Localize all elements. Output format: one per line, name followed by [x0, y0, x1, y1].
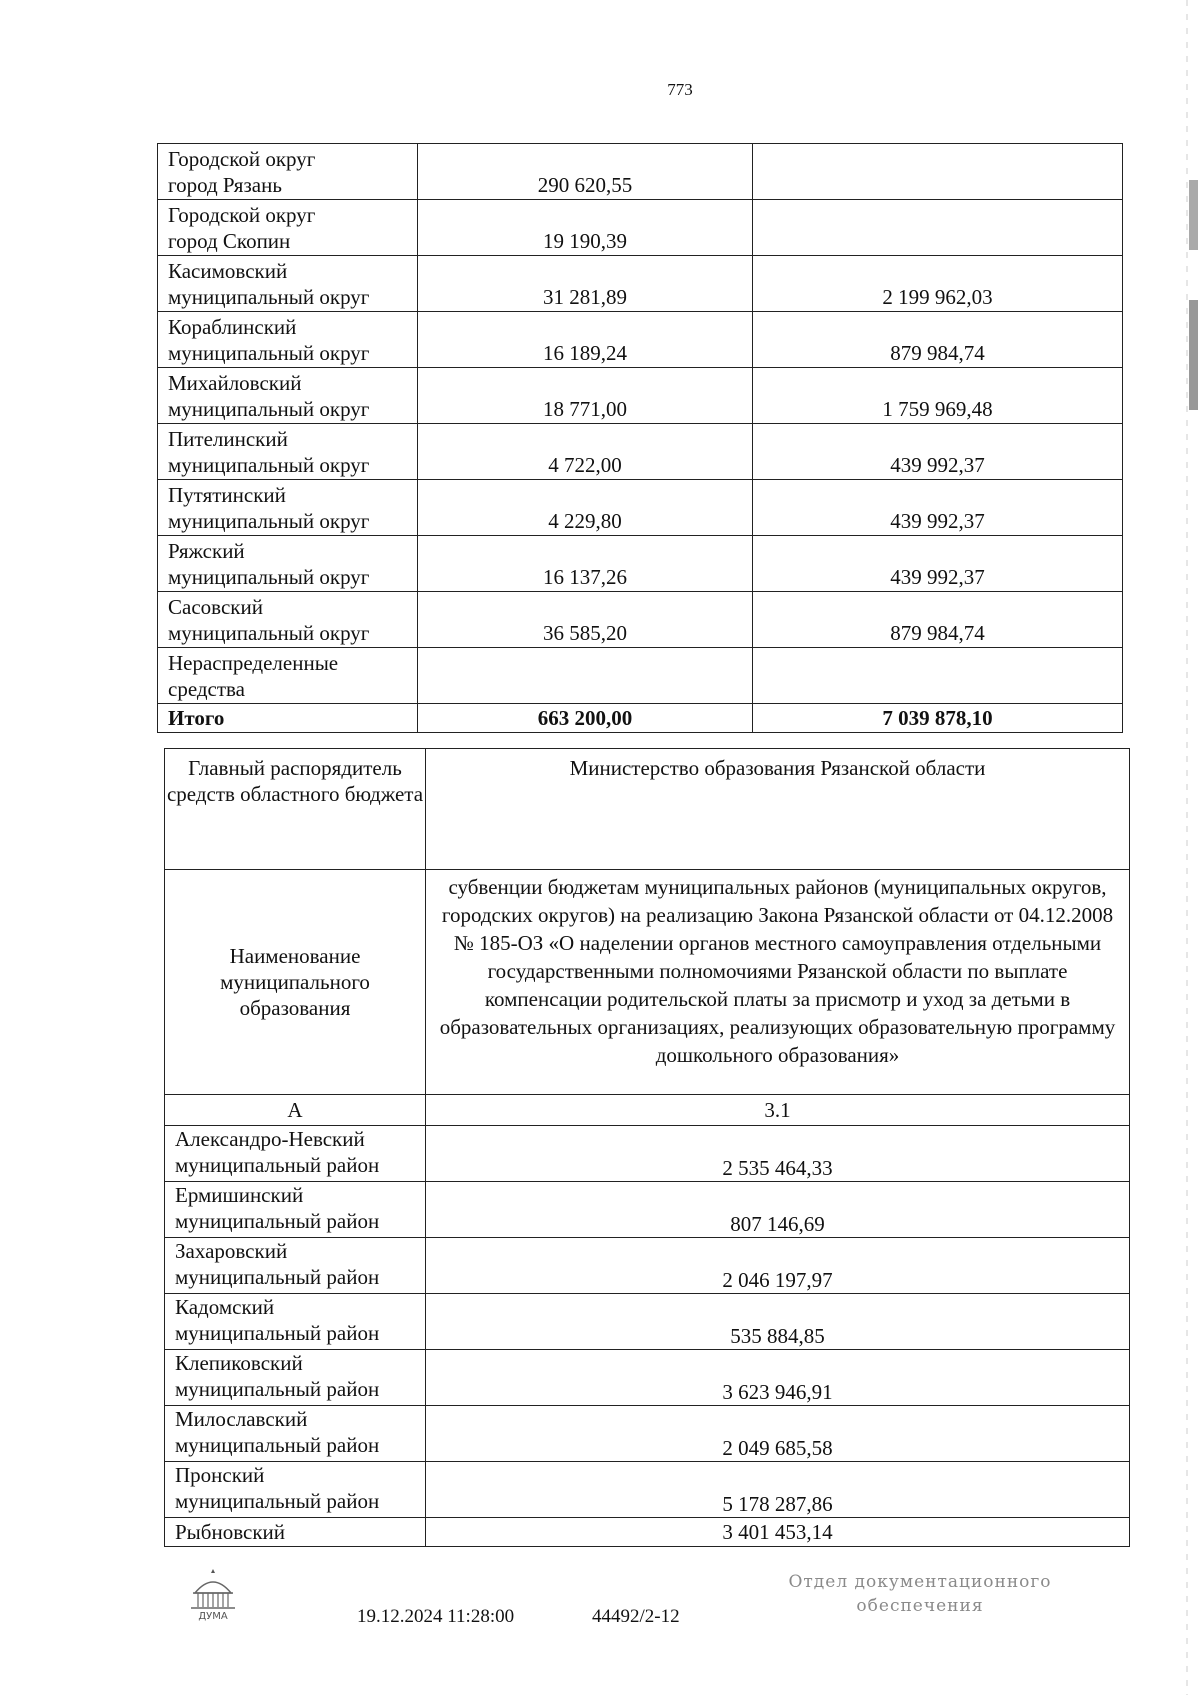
municipality-name-line-2: муниципальный округ: [168, 565, 370, 589]
total-label: Итого: [158, 704, 418, 733]
amount-col-1: 290 620,55: [418, 144, 753, 200]
amount-col-2: 879 984,74: [753, 592, 1123, 648]
municipality-name-line-2: муниципальный округ: [168, 509, 370, 533]
municipality-name-line-2: муниципальный район: [175, 1377, 380, 1401]
municipality-name: [158, 536, 418, 592]
municipality-name-line-1: Милославский: [175, 1407, 308, 1431]
table2-header-row-2: [165, 870, 1130, 1095]
amount-col-2: [753, 200, 1123, 256]
municipality-name-line-2: муниципальный район: [175, 1489, 380, 1513]
municipality-name: [165, 1182, 426, 1238]
municipality-name: [165, 1462, 426, 1518]
amount-col-1: 4 722,00: [418, 424, 753, 480]
amount-col-2: 2 199 962,03: [753, 256, 1123, 312]
amount-col-1: 16 189,24: [418, 312, 753, 368]
total-col-1: 663 200,00: [418, 704, 753, 733]
amount-value: 2 046 197,97: [426, 1238, 1130, 1294]
municipality-name: [158, 312, 418, 368]
amount-col-2: 879 984,74: [753, 312, 1123, 368]
column-code-a: А: [165, 1095, 426, 1126]
municipality-name-line-1: Нераспределенные: [168, 651, 339, 675]
municipality-name-line-2: муниципальный округ: [168, 621, 370, 645]
amount-col-2: 439 992,37: [753, 424, 1123, 480]
municipality-name-line-1: Ряжский: [168, 539, 245, 563]
municipality-name-line-1: Кораблинский: [168, 315, 297, 339]
table-row: [165, 1238, 1130, 1294]
municipality-name-line-2: средства: [168, 677, 246, 701]
amount-col-1: [418, 648, 753, 704]
municipality-name-line-2: муниципальный район: [175, 1433, 380, 1457]
municipality-name-line-2: город Скопин: [168, 229, 291, 253]
municipality-name: Рыбновский: [165, 1518, 426, 1547]
municipality-name: [158, 256, 418, 312]
table2-header-row-1: [165, 749, 1130, 870]
municipality-name-line-1: Сасовский: [168, 595, 263, 619]
amount-col-2: 439 992,37: [753, 480, 1123, 536]
municipality-name: [158, 648, 418, 704]
amount-col-1: 19 190,39: [418, 200, 753, 256]
municipality-name: [158, 144, 418, 200]
amount-col-1: 36 585,20: [418, 592, 753, 648]
header-main-distributor-label: Главный распорядитель средств областного бюджета: [165, 749, 426, 870]
total-row: [158, 704, 1123, 733]
table-row: [165, 1182, 1130, 1238]
municipality-name: [165, 1406, 426, 1462]
table-row: [158, 312, 1123, 368]
municipality-name-line-1: Кадомский: [175, 1295, 275, 1319]
municipality-name: [158, 368, 418, 424]
registration-number: 44492/2-12: [592, 1606, 680, 1627]
municipality-name-line-2: муниципальный район: [175, 1209, 380, 1233]
amount-value: 3 401 453,14: [426, 1518, 1130, 1547]
amount-value: 2 049 685,58: [426, 1406, 1130, 1462]
amount-col-2: [753, 648, 1123, 704]
municipality-name-line-1: Касимовский: [168, 259, 288, 283]
amount-value: 2 535 464,33: [426, 1126, 1130, 1182]
municipality-name-line-1: Клепиковский: [175, 1351, 303, 1375]
column-code-3-1: 3.1: [426, 1095, 1130, 1126]
municipality-name: [158, 480, 418, 536]
municipality-name-line-1: Ермишинский: [175, 1183, 304, 1207]
amount-value: 807 146,69: [426, 1182, 1130, 1238]
municipality-name: [158, 424, 418, 480]
stamp-line-1: Отдел документационного: [788, 1572, 1052, 1592]
municipality-name: [165, 1350, 426, 1406]
municipality-name: [165, 1238, 426, 1294]
table2-column-codes: [165, 1095, 1130, 1126]
table-row: [158, 368, 1123, 424]
municipality-name: [165, 1294, 426, 1350]
amount-col-2: [753, 144, 1123, 200]
amount-col-1: 18 771,00: [418, 368, 753, 424]
municipality-name-line-1: Михайловский: [168, 371, 302, 395]
table-row: [158, 648, 1123, 704]
municipality-name: [158, 200, 418, 256]
table-row: [158, 536, 1123, 592]
amount-value: 5 178 287,86: [426, 1462, 1130, 1518]
municipality-name-line-2: муниципальный округ: [168, 285, 370, 309]
total-col-2: 7 039 878,10: [753, 704, 1123, 733]
table-row: [158, 480, 1123, 536]
municipality-name-line-1: Александро-Невский: [175, 1127, 365, 1151]
municipality-name-line-1: Городской округ: [168, 147, 316, 171]
table-row: [158, 200, 1123, 256]
duma-logo-icon: [183, 1565, 243, 1625]
logo-text: ДУМА: [198, 1611, 228, 1622]
municipality-name-line-2: муниципальный округ: [168, 397, 370, 421]
municipality-name-line-2: муниципальный район: [175, 1153, 380, 1177]
amount-col-2: 1 759 969,48: [753, 368, 1123, 424]
municipality-name-line-1: Пронский: [175, 1463, 265, 1487]
amount-col-1: 16 137,26: [418, 536, 753, 592]
table-row: [165, 1518, 1130, 1547]
municipality-name-line-1: Захаровский: [175, 1239, 288, 1263]
header-subvention-description: субвенции бюджетам муниципальных районов (муниципальных округов, городских округов) на реализацию Закона Рязанской области от 04.12.2008 № 185-ОЗ «О наделении органов местного самоуправления отдельными государственными полномочиями Рязанской области по выплате компенсации родительской платы за присмотр и уход за детьми в образовательных организациях, реализующих образовательную программу дошкольного образования»: [426, 870, 1130, 1095]
scan-edge-artifact: [1183, 0, 1200, 1695]
municipality-name-line-2: город Рязань: [168, 173, 282, 197]
table-row: [158, 424, 1123, 480]
header-ministry-name: Министерство образования Рязанской области: [426, 749, 1130, 870]
table-row: [165, 1294, 1130, 1350]
municipality-name-line-2: муниципальный округ: [168, 453, 370, 477]
registration-datetime: 19.12.2024 11:28:00: [357, 1606, 515, 1627]
table-row: [158, 592, 1123, 648]
table-row: [165, 1406, 1130, 1462]
amount-col-1: 31 281,89: [418, 256, 753, 312]
department-stamp: [770, 1570, 1070, 1618]
municipality-name: [165, 1126, 426, 1182]
municipality-name-line-1: Путятинский: [168, 483, 286, 507]
amount-value: 535 884,85: [426, 1294, 1130, 1350]
amount-value: 3 623 946,91: [426, 1350, 1130, 1406]
amount-col-2: 439 992,37: [753, 536, 1123, 592]
table-row: [165, 1462, 1130, 1518]
municipality-name-line-2: муниципальный район: [175, 1321, 380, 1345]
amount-col-1: 4 229,80: [418, 480, 753, 536]
table-row: [158, 144, 1123, 200]
header-municipality-label: Наименование муниципального образования: [165, 870, 426, 1095]
municipality-name: [158, 592, 418, 648]
municipality-name-line-2: муниципальный район: [175, 1265, 380, 1289]
table-row: [165, 1126, 1130, 1182]
municipality-name-line-1: Пителинский: [168, 427, 288, 451]
municipality-name-line-1: Городской округ: [168, 203, 316, 227]
table-row: [165, 1350, 1130, 1406]
budget-table-1: [157, 143, 1123, 733]
page-number: 773: [667, 80, 693, 99]
stamp-line-2: обеспечения: [856, 1596, 984, 1616]
table-row: [158, 256, 1123, 312]
budget-table-2: [164, 748, 1130, 1547]
municipality-name-line-2: муниципальный округ: [168, 341, 370, 365]
